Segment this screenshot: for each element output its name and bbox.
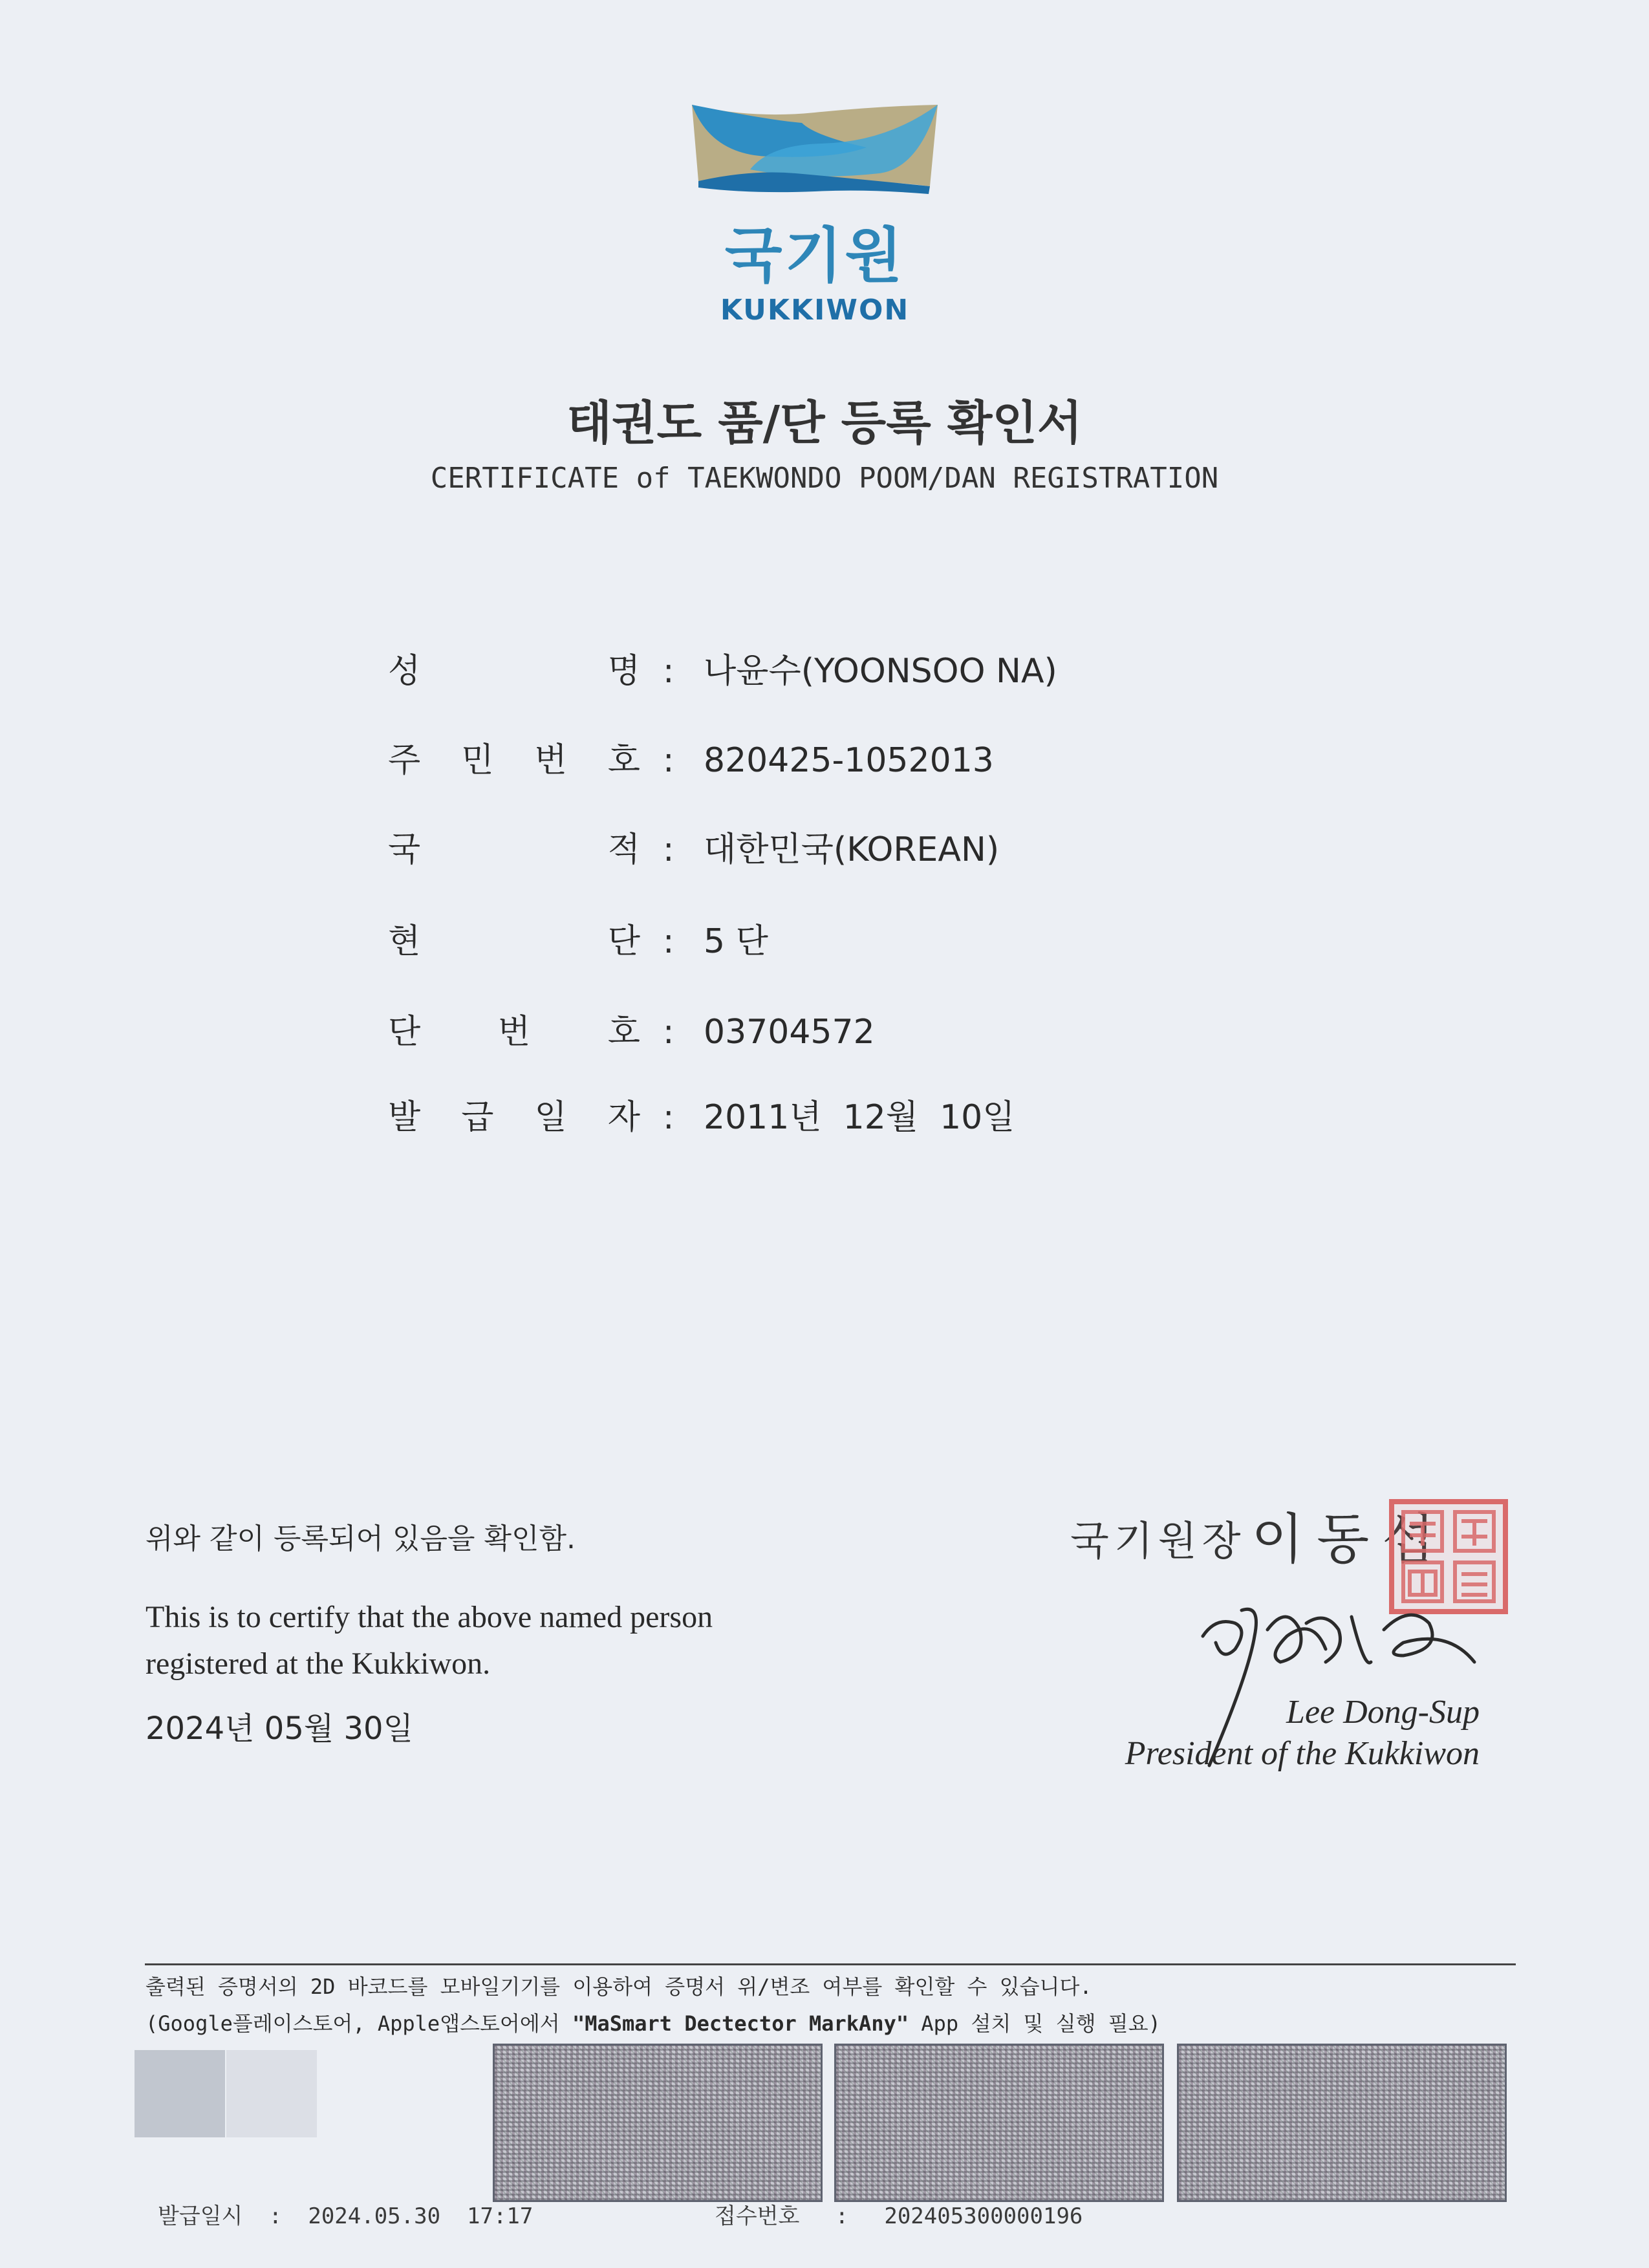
field-label: 성 명 bbox=[388, 652, 640, 691]
receipt-number: 접수번호 : 202405300000196 bbox=[715, 2203, 1083, 2229]
field-label: 국 적 bbox=[388, 830, 640, 869]
issue-datetime-value: 2024.05.30 17:17 bbox=[308, 2203, 534, 2229]
issue-datetime: 발급일시 : 2024.05.30 17:17 bbox=[158, 2203, 534, 2229]
statement-korean: 위와 같이 등록되어 있음을 확인함. bbox=[146, 1522, 576, 1555]
field-value-issue-date: 2011년 12월 10일 bbox=[704, 1098, 1015, 1137]
president-name-korean: 이동섭 bbox=[1251, 1507, 1448, 1571]
watermark-stamp-icon bbox=[226, 2050, 317, 2137]
field-separator: : bbox=[663, 652, 674, 691]
president-name-english: Lee Dong-Sup bbox=[1286, 1694, 1480, 1731]
president-title-english: President of the Kukkiwon bbox=[1125, 1735, 1480, 1772]
field-separator: : bbox=[663, 922, 674, 961]
verification-notice-line2: (Google플레이스토어, Apple앱스토어에서 "MaSmart Dectector MarkAny" App 설치 및 실행 필요) bbox=[146, 2011, 1161, 2036]
logo-korean-text: 국기원 bbox=[724, 221, 905, 290]
field-label: 단 번 호 bbox=[388, 1013, 640, 1052]
issue-datetime-label: 발급일시 bbox=[158, 2203, 243, 2229]
receipt-number-value: 202405300000196 bbox=[884, 2203, 1083, 2229]
2d-barcode-icon bbox=[1177, 2044, 1507, 2202]
receipt-number-label: 접수번호 bbox=[715, 2203, 800, 2229]
logo-english-text: KUKKIWON bbox=[720, 294, 910, 327]
president-title-korean: 국기원장 bbox=[1070, 1517, 1246, 1564]
field-label: 현 단 bbox=[388, 922, 640, 961]
field-label: 발 급 일 자 bbox=[388, 1098, 640, 1137]
certificate-title-korean: 태권도 품/단 등록 확인서 bbox=[566, 396, 1083, 450]
certificate-title-english: CERTIFICATE of TAEKWONDO POOM/DAN REGISTRATION bbox=[430, 462, 1219, 495]
statement-english-line2: registered at the Kukkiwon. bbox=[146, 1647, 491, 1681]
2d-barcode-icon bbox=[493, 2044, 823, 2202]
certificate-date: 2024년 05월 30일 bbox=[146, 1711, 413, 1747]
watermark-stamp-icon bbox=[135, 2050, 225, 2137]
field-value-name: 나윤수(YOONSOO NA) bbox=[704, 652, 1057, 691]
field-separator: : bbox=[663, 741, 674, 780]
statement-english-line1: This is to certify that the above named person bbox=[146, 1600, 713, 1634]
app-name: "MaSmart Dectector MarkAny" bbox=[572, 2011, 909, 2036]
2d-barcode-icon bbox=[834, 2044, 1164, 2202]
statement-english bbox=[146, 1594, 713, 1687]
field-separator: : bbox=[663, 1013, 674, 1052]
field-value-current-dan: 5 단 bbox=[704, 922, 768, 961]
divider bbox=[145, 1963, 1516, 1965]
field-separator: : bbox=[663, 1098, 674, 1137]
field-value-dan-number: 03704572 bbox=[704, 1013, 875, 1052]
field-separator: : bbox=[663, 830, 674, 869]
field-label: 주 민 번 호 bbox=[388, 741, 640, 780]
field-value-resident-number: 820425-1052013 bbox=[704, 741, 994, 780]
field-value-nationality: 대한민국(KOREAN) bbox=[704, 830, 1000, 869]
verification-notice-line1: 출력된 증명서의 2D 바코드를 모바일기기를 이용하여 증명서 위/변조 여부를 확인할 수 있습니다. bbox=[146, 1974, 1092, 1999]
